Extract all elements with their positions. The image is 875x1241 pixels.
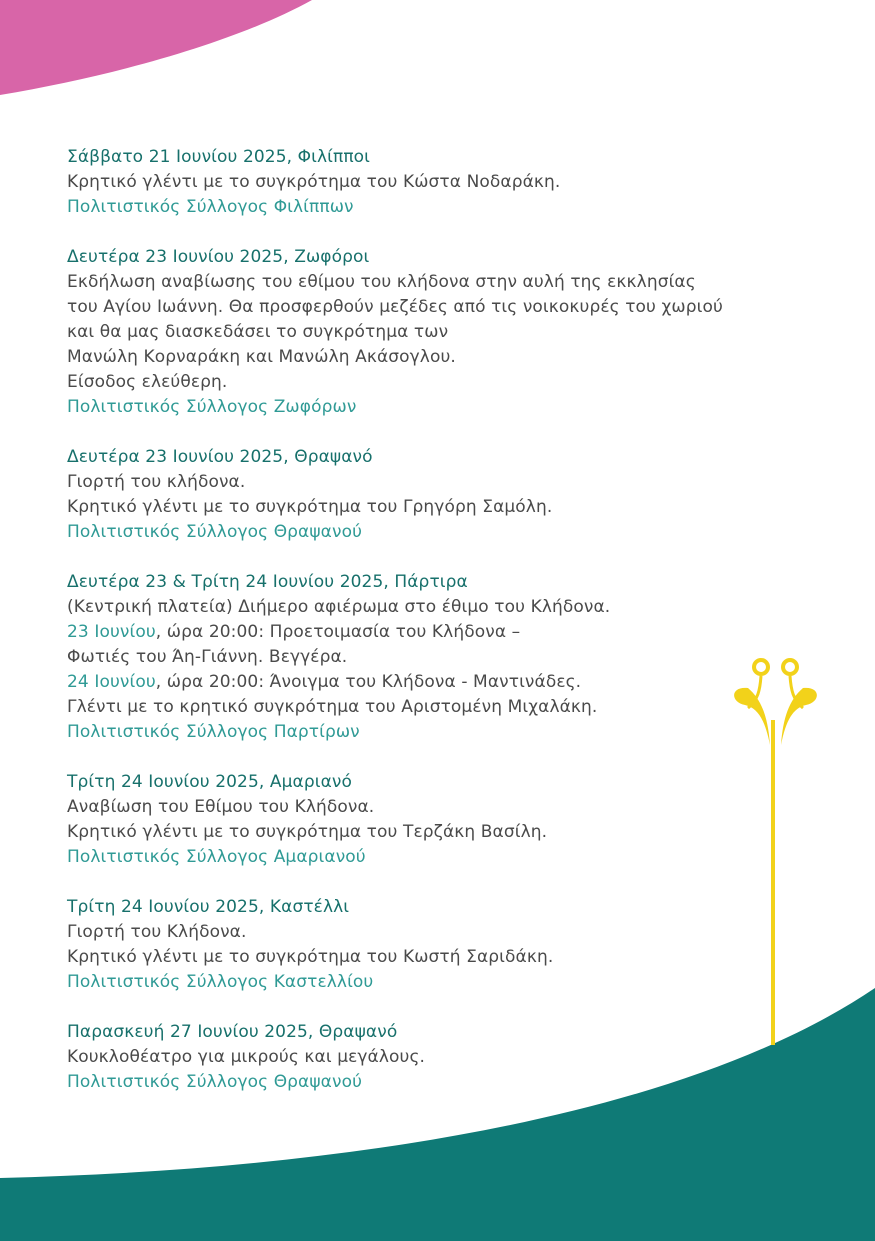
event-item [67, 1020, 787, 1095]
event-description: Εκδήλωση αναβίωσης του εθίμου του κλήδονα στην αυλή της εκκλησίας [67, 272, 696, 292]
event-description: Μανώλη Κορναράκη και Μανώλη Ακάσογλου. [67, 347, 456, 367]
schedule-date: 24 Ιουνίου [67, 672, 156, 692]
event-description: Αναβίωση του Εθίμου του Κλήδονα. [67, 797, 375, 817]
event-description: Γιορτή του Κλήδονα. [67, 922, 247, 942]
schedule-date: 23 Ιουνίου [67, 622, 156, 642]
event-description: και θα μας διασκεδάσει το συγκρότημα των [67, 322, 449, 342]
event-description: Είσοδος ελεύθερη. [67, 372, 228, 392]
event-item [67, 445, 787, 545]
event-organizer: Πολιτιστικός Σύλλογος Θραψανού [67, 522, 363, 542]
event-title: Τρίτη 24 Ιουνίου 2025, Καστέλλι [67, 897, 350, 917]
event-item [67, 570, 787, 745]
pink-wave-shape [0, 0, 312, 95]
event-description: Γλέντι με το κρητικό συγκρότημα του Αριστομένη Μιχαλάκη. [67, 697, 598, 717]
event-title: Δευτέρα 23 Ιουνίου 2025, Θραψανό [67, 447, 373, 467]
event-schedule-line [67, 670, 787, 695]
event-description: Κουκλοθέατρο για μικρούς και μεγάλους. [67, 1047, 426, 1067]
schedule-text: , ώρα 20:00: Άνοιγμα του Κλήδονα - Μαντινάδες. [155, 672, 582, 692]
event-item [67, 895, 787, 995]
event-description: Φωτιές του Άη-Γιάννη. Βεγγέρα. [67, 647, 348, 667]
event-organizer: Πολιτιστικός Σύλλογος Φιλίππων [67, 197, 354, 217]
event-description: Κρητικό γλέντι με το συγκρότημα του Τερζάκη Βασίλη. [67, 822, 548, 842]
event-item [67, 245, 787, 420]
event-description: του Αγίου Ιωάννη. Θα προσφερθούν μεζέδες από τις νοικοκυρές του χωριού [67, 297, 723, 317]
event-title: Τρίτη 24 Ιουνίου 2025, Αμαριανό [67, 772, 352, 792]
event-title: Παρασκευή 27 Ιουνίου 2025, Θραψανό [67, 1022, 398, 1042]
event-item [67, 145, 787, 220]
event-organizer: Πολιτιστικός Σύλλογος Καστελλίου [67, 972, 374, 992]
schedule-text: , ώρα 20:00: Προετοιμασία του Κλήδονα – [155, 622, 521, 642]
event-title: Δευτέρα 23 & Τρίτη 24 Ιουνίου 2025, Πάρτιρα [67, 572, 468, 592]
event-description: (Κεντρική πλατεία) Διήμερο αφιέρωμα στο έθιμο του Κλήδονα. [67, 597, 611, 617]
event-organizer: Πολιτιστικός Σύλλογος Θραψανού [67, 1072, 363, 1092]
events-list [67, 145, 787, 1120]
event-schedule-line [67, 620, 787, 645]
event-description: Κρητικό γλέντι με το συγκρότημα του Γρηγόρη Σαμόλη. [67, 497, 553, 517]
event-description: Κρητικό γλέντι με το συγκρότημα του Κώστα Νοδαράκη. [67, 172, 561, 192]
event-organizer: Πολιτιστικός Σύλλογος Ζωφόρων [67, 397, 357, 417]
event-title: Δευτέρα 23 Ιουνίου 2025, Ζωφόροι [67, 247, 370, 267]
event-title: Σάββατο 21 Ιουνίου 2025, Φιλίπποι [67, 147, 371, 167]
event-description: Κρητικό γλέντι με το συγκρότημα του Κωστή Σαριδάκη. [67, 947, 554, 967]
event-organizer: Πολιτιστικός Σύλλογος Παρτίρων [67, 722, 360, 742]
event-description: Γιορτή του κλήδονα. [67, 472, 246, 492]
event-item [67, 770, 787, 870]
event-organizer: Πολιτιστικός Σύλλογος Αμαριανού [67, 847, 366, 867]
